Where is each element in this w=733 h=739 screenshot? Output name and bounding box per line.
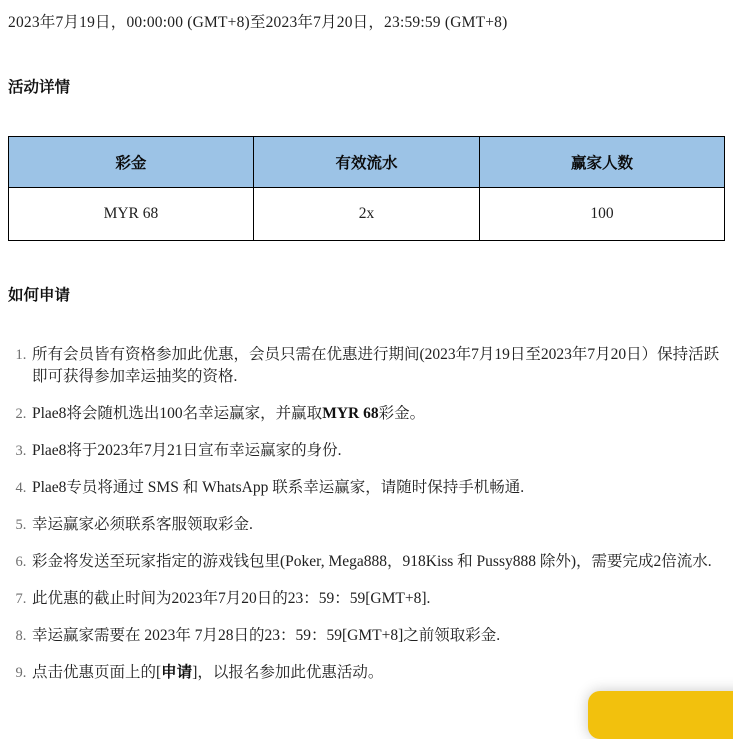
step-text: 彩金。 <box>378 405 426 422</box>
step-text: 幸运赢家必须联系客服领取彩金. <box>32 516 253 533</box>
list-item-6 <box>30 551 730 573</box>
list-item-7 <box>30 588 730 610</box>
step-text: Plae8专员将通过 SMS 和 WhatsApp 联系幸运赢家，请随时保持手机畅通. <box>32 479 525 496</box>
promo-period: 2023年7月19日，00:00:00 (GMT+8)至2023年7月20日，23:59:59 (GMT+8) <box>8 14 508 31</box>
live-chat-button[interactable] <box>588 691 733 739</box>
step-text: 点击优惠页面上的[ <box>32 664 162 681</box>
table-header-row <box>9 137 725 188</box>
list-item-5 <box>30 514 730 536</box>
step-text: 幸运赢家需要在 2023年 7月28日的23：59：59[GMT+8]之前领取彩金. <box>32 627 501 644</box>
table-cell-winners: 100 <box>480 188 725 241</box>
table-data-row <box>9 188 725 241</box>
step-text-bold: 申请 <box>161 664 193 681</box>
list-item-9 <box>30 662 730 684</box>
step-text: Plae8将会随机选出100名幸运赢家，并赢取 <box>32 405 323 422</box>
step-text: 所有会员皆有资格参加此优惠，会员只需在优惠进行期间(2023年7月19日至2023年7月20日）保持活跃即可获得参加幸运抽奖的资格. <box>32 346 720 385</box>
list-item-2 <box>30 403 730 425</box>
list-item-3 <box>30 440 730 462</box>
list-item-8 <box>30 625 730 647</box>
table-header-turnover: 有效流水 <box>253 137 479 188</box>
promo-details-table <box>8 136 725 241</box>
table-header-prize: 彩金 <box>9 137 254 188</box>
table-cell-turnover: 2x <box>253 188 479 241</box>
step-text: 彩金将发送至玩家指定的游戏钱包里(Poker, Mega888，918Kiss 和 Pussy888 除外)，需要完成2倍流水. <box>32 553 712 570</box>
table-header-winners: 赢家人数 <box>480 137 725 188</box>
list-item-4 <box>30 477 730 499</box>
step-text-bold: MYR 68 <box>322 405 379 422</box>
step-text: Plae8将于2023年7月21日宣布幸运赢家的身份. <box>32 442 342 459</box>
list-item-1 <box>30 344 730 388</box>
how-to-apply-list <box>8 344 730 684</box>
step-text: 此优惠的截止时间为2023年7月20日的23：59：59[GMT+8]. <box>32 590 431 607</box>
section-heading-details: 活动详情 <box>8 79 71 96</box>
step-text: ]，以报名参加此优惠活动。 <box>192 664 384 681</box>
table-cell-prize: MYR 68 <box>9 188 254 241</box>
section-heading-how-to-apply: 如何申请 <box>8 287 71 304</box>
